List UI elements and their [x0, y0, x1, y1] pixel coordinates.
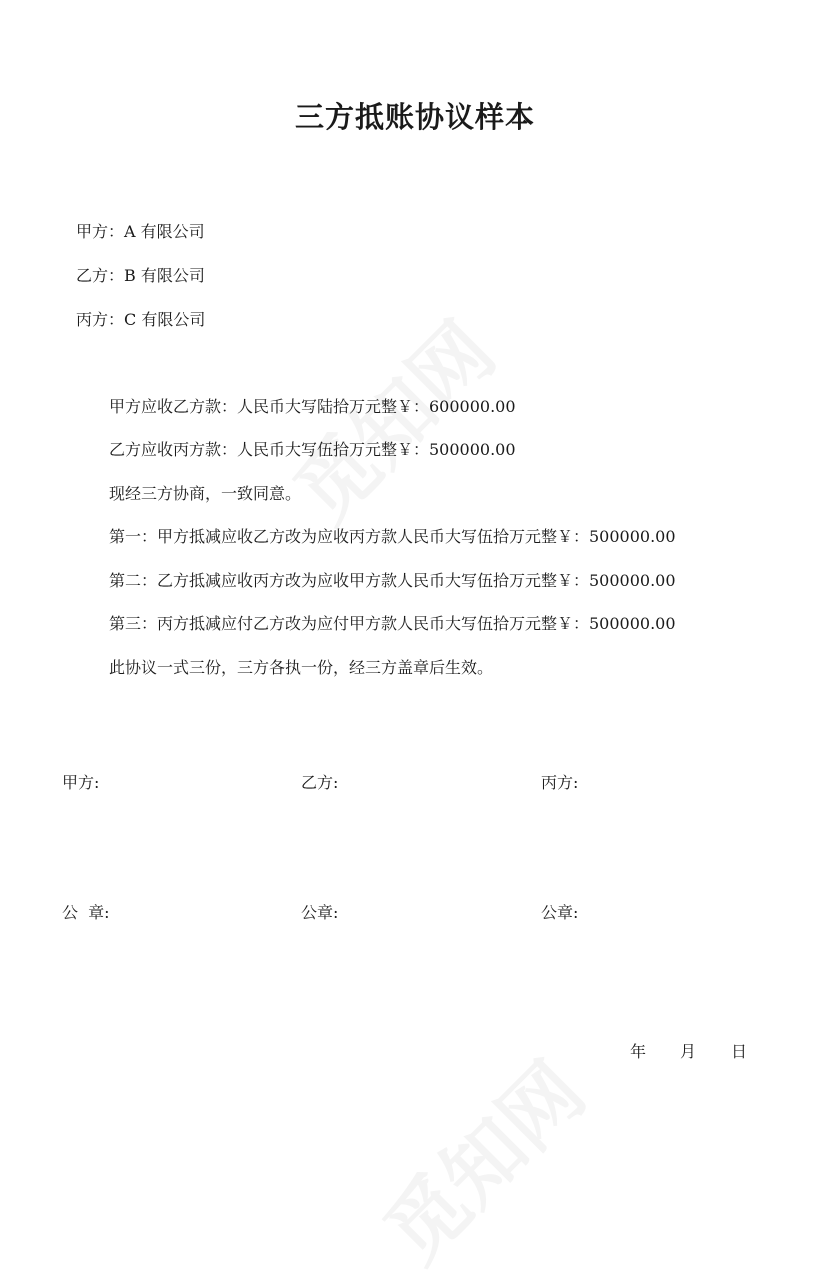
seal-party-a: 公 章: — [62, 903, 110, 922]
clause-third: 第三：丙方抵减应付乙方改为应付甲方款人民币大写伍拾万元整￥：500000.00 — [109, 614, 676, 633]
party-b: 乙方：B 有限公司 — [76, 266, 205, 285]
seal-party-c: 公章: — [541, 903, 579, 922]
party-c: 丙方：C 有限公司 — [76, 310, 206, 329]
clause-first: 第一：甲方抵减应收乙方改为应收丙方款人民币大写伍拾万元整￥：500000.00 — [109, 527, 676, 546]
clause-receivable-a: 甲方应收乙方款：人民币大写陆拾万元整￥：600000.00 — [109, 397, 516, 416]
clause-effective: 此协议一式三份，三方各执一份，经三方盖章后生效。 — [109, 658, 494, 677]
date-day: 日 — [731, 1042, 748, 1061]
clause-consensus: 现经三方协商，一致同意。 — [109, 484, 302, 503]
party-a: 甲方：A 有限公司 — [76, 222, 205, 241]
watermark — [354, 1032, 605, 1283]
signature-party-c: 丙方: — [541, 773, 579, 792]
date-year: 年 — [630, 1042, 647, 1061]
watermark — [264, 292, 515, 543]
date-month: 月 — [680, 1042, 697, 1061]
signature-party-b: 乙方: — [301, 773, 339, 792]
seal-party-b: 公章: — [301, 903, 339, 922]
signature-party-a: 甲方: — [62, 773, 100, 792]
clause-receivable-b: 乙方应收丙方款：人民币大写伍拾万元整￥：500000.00 — [109, 440, 516, 459]
document-title: 三方抵账协议样本 — [294, 100, 535, 134]
clause-second: 第二：乙方抵减应收丙方改为应收甲方款人民币大写伍拾万元整￥：500000.00 — [109, 571, 676, 590]
